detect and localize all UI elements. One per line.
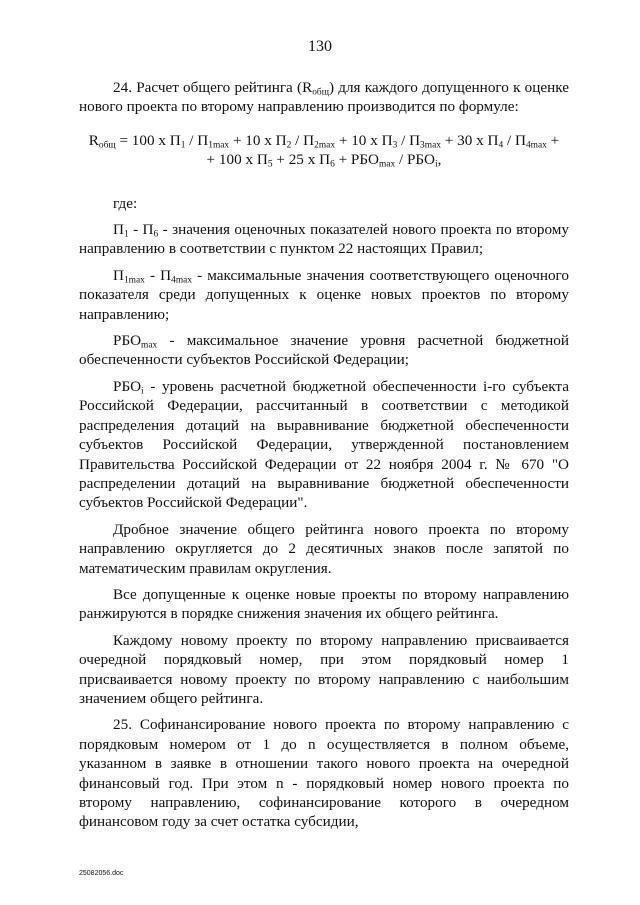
file-name-footer: 25082056.doc xyxy=(79,870,124,877)
page-number: 130 xyxy=(308,38,332,55)
where-label: где: xyxy=(113,194,138,212)
rating-formula: $R_{общ} = 100$ x $П_1 / П_{1max} + 10$ x $П_2 / П_{2max} + 10$ x $П_3 / П_{3max} + 30$ x $П_4 / П_{4max}$ + + 100 x $П_5 + 25$ x $П_6 + РБО_{max} / РБО_i$, xyxy=(88,131,560,170)
definition-p1-p6: $П_1 - П_6$ - значения оценочных показателей нового проекта по второму направлению в соответствии с пунктом 22 настоящих Правил; xyxy=(79,221,569,258)
paragraph-numbering: Каждому новому проекту по второму направлению присваивается очередной порядковый номер, при этом порядковый номер 1 присваивается новому проекту по второму направлению с наибольшим значением общего рейтинга. xyxy=(79,631,569,707)
paragraph-ranking: Все допущенные к оценке новые проекты по второму направлению ранжируются в порядке снижения значения их общего рейтинга. xyxy=(79,585,569,623)
paragraph-rounding: Дробное значение общего рейтинга нового проекта по второму направлению округляется до 2 десятичных знаков после запятой по математическим правилам округления. xyxy=(79,520,569,577)
paragraph-25: 25. Софинансирование нового проекта по второму направлению с порядковым номером от 1 до n осуществляется в полном объеме, указанном в заявке в отношении такого нового проекта на очередной финансовый год. При этом n - порядковый номер нового проекта по второму направлению, софинансирование которого в очередном финансовом году за счет остатка субсидии, xyxy=(79,716,569,831)
definition-rbo-max: $РБО_{max}$ - максимальное значение уровня расчетной бюджетной обеспеченности субъектов Российской Федерации; xyxy=(79,332,569,369)
document-body xyxy=(79,78,569,839)
definition-rbo-i: $РБО_i$ - уровень расчетной бюджетной обеспеченности i-го субъекта Российской Федерации, рассчитанный в соответствии с методикой распределения дотаций на выравнивание бюджетной обеспеченности субъектов Российской Федерации, утвержденной постановлением Правительства Российской Федерации от 22 ноября 2004 г. № 670 "О распределении дотаций на выравнивание бюджетной обеспеченности субъектов Российской Федерации". xyxy=(79,377,569,512)
definition-pmax: $П_{1max} - П_{4max}$ - максимальные значения соответствующего оценочного показателя среди допущенных к оценке новых проектов по второму направлению; xyxy=(79,266,569,323)
paragraph-24-intro: 24. Расчет общего рейтинга $(R_{общ})$ для каждого допущенного к оценке нового проекта по второму направлению производится по формуле: xyxy=(79,79,569,116)
